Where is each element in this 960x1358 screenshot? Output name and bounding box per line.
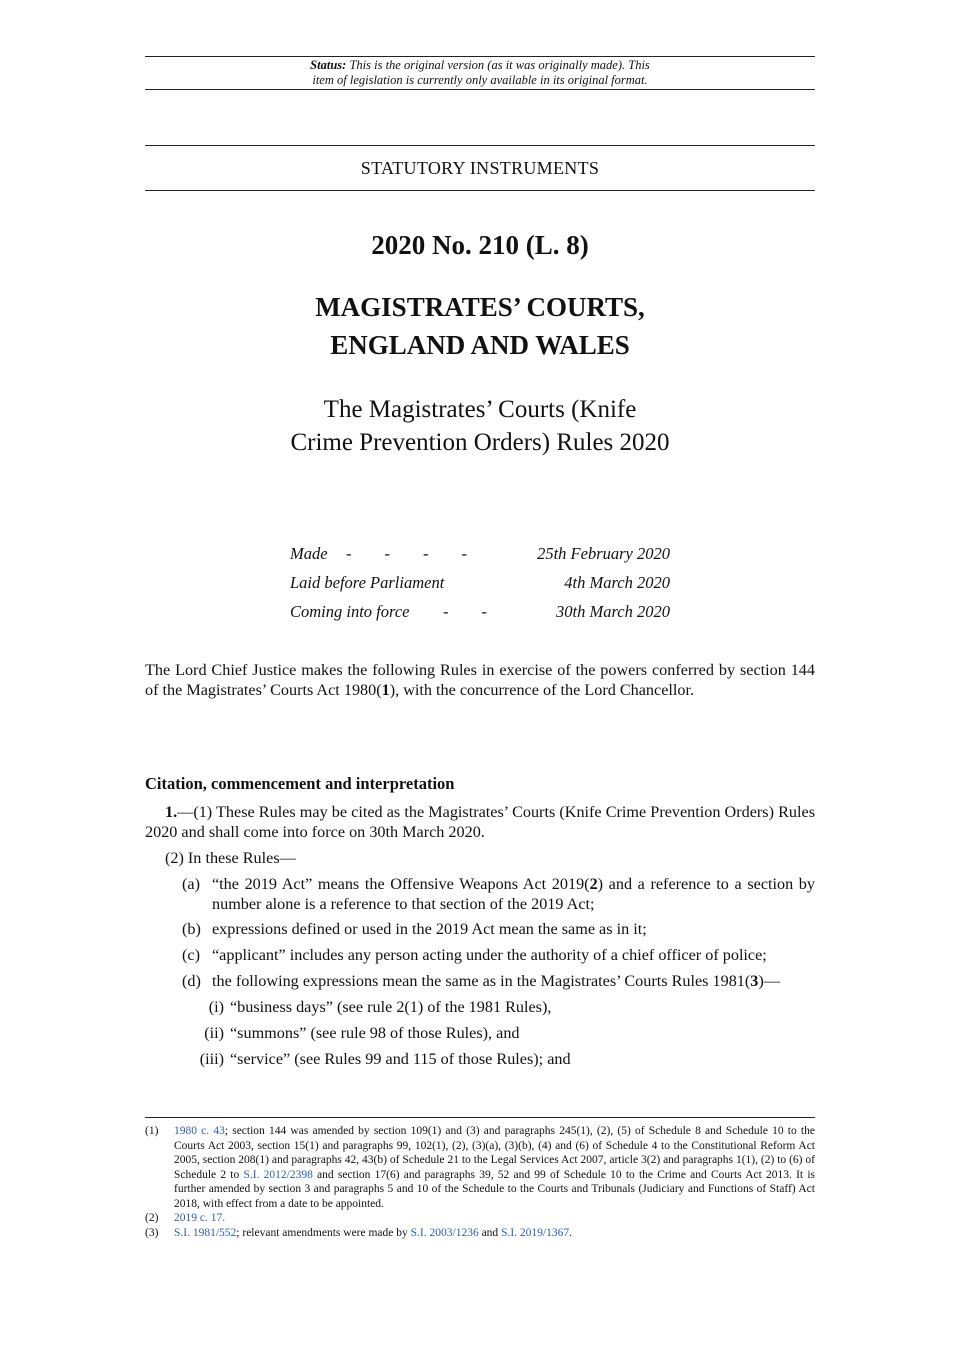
item-d-text1: the following expressions mean the same as in the Magistrates’ Courts Rules 1981( xyxy=(212,972,751,990)
footnote-3-link3[interactable]: S.I. 2019/1367 xyxy=(501,1227,570,1239)
footnote-1-link2[interactable]: S.I. 2012/2398 xyxy=(243,1168,313,1181)
made-dashes: - - - - xyxy=(346,544,467,563)
footnote-1-text1: ; section 144 was amended by section 109(1) and (3) and paragraphs 245(1), (2), (5) of Schedule 8 and Schedule 10 to the Courts Act 2003, section 15(1) and paragraphs 99, 102(1), (2), (3)(a), (3)(b), (4) and (6) of Schedule 4 to the Constitutional Reform Act 2005, section 208(1) and paragraphs 42, 43(b) of Schedule 21 to the Legal Services Act 2007, article 3(2) and paragraphs 1(1), (2) to (6) of Schedule 2 to xyxy=(174,1125,815,1181)
rule-1-text: —(1) These Rules may be cited as the Magistrates’ Courts (Knife Crime Prevention Orders) Rules 2020 and shall come into force on 30th March 2020. xyxy=(145,803,815,841)
item-c-text: “applicant” includes any person acting under the authority of a chief officer of police; xyxy=(212,946,767,964)
made-label: Made xyxy=(290,544,328,563)
status-top-rule xyxy=(145,56,815,57)
footnote-2-link[interactable]: 2019 c. 17. xyxy=(174,1212,226,1224)
series-heading: STATUTORY INSTRUMENTS xyxy=(360,158,600,178)
subject-heading xyxy=(145,288,815,364)
force-row xyxy=(290,602,670,631)
item-d-text xyxy=(212,971,815,991)
rule-1-paragraph-2: (2) In these Rules— xyxy=(165,849,296,867)
preamble-text2: ), with the concurrence of the Lord Chancellor. xyxy=(389,681,695,699)
instrument-title xyxy=(145,393,815,459)
item-b-text: expressions defined or used in the 2019 Act mean the same as in it; xyxy=(212,920,647,938)
item-d-text2: )— xyxy=(758,972,780,990)
subitem-ii-marker: (ii) xyxy=(204,1024,224,1042)
footnote-3-text1: ; relevant amendments were made by xyxy=(236,1227,411,1239)
footnote-2-marker: (2) xyxy=(145,1212,159,1224)
rule-1-paragraph-1 xyxy=(145,802,815,842)
subject-line2: ENGLAND AND WALES xyxy=(330,330,630,360)
header-bottom-rule xyxy=(145,190,815,191)
item-a-text1: “the 2019 Act” means the Offensive Weapons Act 2019( xyxy=(212,875,590,893)
subitem-iii xyxy=(192,1049,571,1069)
status-note xyxy=(145,58,815,88)
footnote-1-text2: and section 17(6) and paragraphs 39, 52 and 99 of Schedule 10 to the Crime and Courts Act 2013. It is further amended by section 3 and paragraphs 5 and 10 of the Schedule to the Courts and Tribunals (Judiciary and Functions of Staff) Act 2018, with effect from a date to be appointed. xyxy=(174,1168,816,1210)
footnote-ref-2[interactable]: 2 xyxy=(589,875,598,893)
title-line2: Crime Prevention Orders) Rules 2020 xyxy=(290,429,670,456)
item-a-text xyxy=(212,874,815,914)
force-label: Coming into force xyxy=(290,602,410,621)
footnote-ref-3[interactable]: 3 xyxy=(750,972,759,990)
subitem-i xyxy=(192,997,551,1017)
instrument-number: 2020 No. 210 (L. 8) xyxy=(371,230,589,260)
rule-number: 1. xyxy=(165,803,178,821)
footnote-3-text2: and xyxy=(478,1227,502,1239)
footnote-3-marker: (3) xyxy=(145,1227,159,1239)
footnote-ref-1[interactable]: 1 xyxy=(381,681,390,699)
item-a-marker: (a) xyxy=(182,875,200,893)
status-line2: item of legislation is currently only available in its original format. xyxy=(312,73,648,87)
made-row xyxy=(290,544,670,573)
item-b-marker: (b) xyxy=(182,920,201,938)
footnote-3-link2[interactable]: S.I. 2003/1236 xyxy=(410,1227,479,1239)
footnote-rule xyxy=(145,1117,815,1118)
laid-date: 4th March 2020 xyxy=(564,573,670,592)
subitem-i-marker: (i) xyxy=(208,998,224,1016)
item-a-text2: ) and a reference to a section by number alone is a reference to that section of the 2019 Act; xyxy=(212,875,815,913)
laid-label: Laid before Parliament xyxy=(290,573,445,592)
force-date: 30th March 2020 xyxy=(556,602,670,621)
subitem-i-text: “business days” (see rule 2(1) of the 1981 Rules), xyxy=(230,998,552,1016)
force-dashes: - - xyxy=(443,602,487,621)
footnote-3-link[interactable]: S.I. 1981/552 xyxy=(174,1227,237,1239)
subitem-iii-marker: (iii) xyxy=(199,1050,224,1068)
made-date: 25th February 2020 xyxy=(537,544,670,563)
subitem-ii-text: “summons” (see rule 98 of those Rules), and xyxy=(230,1024,520,1042)
footnote-1-link[interactable]: 1980 c. 43 xyxy=(174,1125,225,1137)
item-c-marker: (c) xyxy=(182,946,200,964)
footnote-3-text3: . xyxy=(569,1227,572,1239)
subject-line1: MAGISTRATES’ COURTS, xyxy=(315,292,645,322)
section-heading: Citation, commencement and interpretation xyxy=(145,774,455,793)
status-line1: This is the original version (as it was originally made). This xyxy=(346,58,650,72)
title-line1: The Magistrates’ Courts (Knife xyxy=(323,396,637,423)
footnote-1-marker: (1) xyxy=(145,1125,159,1137)
footnote-1-text xyxy=(174,1124,815,1212)
footnote-3-text xyxy=(174,1226,815,1241)
preamble xyxy=(145,660,815,700)
item-d-marker: (d) xyxy=(182,972,201,990)
header-top-rule xyxy=(145,145,815,146)
footnote-2-text xyxy=(174,1211,815,1226)
status-bottom-rule xyxy=(145,89,815,90)
preamble-text1: The Lord Chief Justice makes the following Rules in exercise of the powers conferred by section 144 of the Magistrates’ Courts Act 1980( xyxy=(145,661,815,699)
subitem-ii xyxy=(192,1023,520,1043)
dates-table xyxy=(290,544,670,631)
laid-row xyxy=(290,573,670,602)
subitem-iii-text: “service” (see Rules 99 and 115 of those Rules); and xyxy=(230,1050,571,1068)
status-label: Status: xyxy=(310,58,347,72)
